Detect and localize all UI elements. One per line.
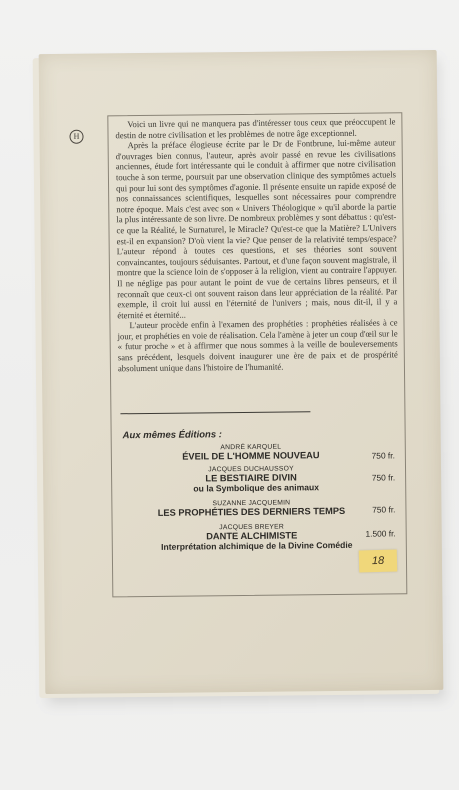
also-published-heading: Aux mêmes Éditions : (122, 429, 222, 442)
book-title: DANTE ALCHIMISTE (206, 530, 298, 542)
blurb-paragraph: Après la préface élogieuse écrite par le Dr de Fontbrune, lui-même auteur d'ouvrages bien connus, l'auteur, après avoir passé en revue les civilisations anciennes, étude fort intéressante qui le conduit à affirmer que notre civilisation touche à son terme, poursuit par une observation clinique des symptômes actuels qui pour lui sont des symptômes d'agonie. Il présente ensuite un rapide exposé de nos connaissances scientifiques, lesquelles sont nécessaires pour comprendre notre époque. Mais c'est avec son « Univers Théologique » qu'il aborde la partie la plus intéressante de son livre. De nombreux problèmes y sont débattus : qu'est-ce que la Réalité, le Surnaturel, le Miracle? Qu'est-ce que la Matière? L'Univers est-il en expansion? D'où vient la vie? Que penser de la relativité temps/espace? L'auteur répond à toutes ces questions, et ses théories sont souvent convaincantes, toujours séduisantes. Partout, et d'une façon souvent magistrale, il montre que la science loin de s'opposer à la religion, vient au contraire l'appuyer. Il ne néglige pas pour autant le point de vue de certains libres penseurs, et il reconnaît que ceux-ci ont souvent raison dans leur appréciation de la réalité. Par exemple, il croit lui aussi en l'éternité de l'univers ; mais, nous dit-il, il y a éternité et éternité... (115, 137, 398, 320)
book-price: 750 fr. (371, 472, 396, 483)
book-back-cover (39, 50, 444, 694)
book-subtitle: Interprétation alchimique de la Divine Comédie (161, 539, 353, 552)
price-sticker (359, 550, 398, 573)
book-price: 1.500 fr. (365, 528, 396, 539)
book-title: LE BESTIAIRE DIVIN (205, 472, 297, 484)
book-author: SUZANNE JACQUEMIN (212, 499, 291, 508)
book-author: JACQUES BREYER (219, 523, 285, 532)
book-author: ANDRÉ KARQUEL (220, 443, 282, 452)
publisher-logo-icon: H (69, 130, 83, 144)
book-subtitle: ou la Symbolique des animaux (193, 482, 320, 494)
book-price: 750 fr. (371, 450, 395, 461)
book-entry (121, 498, 401, 518)
book-entry (122, 522, 402, 552)
blurb-paragraph: L'auteur procède enfin à l'examen des prophéties : prophéties réalisées à ce jour, et prophéties en voie de réalisation. Cela l'amène à jeter un coup d'œil sur le « futur proche » et à affirmer que nous sommes à la veille de bouleversements sans précédent, lesquels doivent inaugurer une ère de paix et de prospérité absolument unique dans l'histoire de l'humanité. (117, 317, 398, 373)
book-title: ÉVEIL DE L'HOMME NOUVEAU (182, 450, 320, 462)
blurb-paragraph: Voici un livre qui ne manquera pas d'intéresser tous ceux que préoccupent le destin de notre civilisation et les problèmes de notre âge exceptionnel. (115, 116, 396, 140)
book-title: LES PROPHÉTIES DES DERNIERS TEMPS (157, 505, 346, 518)
book-entry (121, 442, 401, 462)
book-entry (121, 464, 401, 494)
book-author: JACQUES DUCHAUSSOY (208, 465, 294, 474)
book-price: 750 fr. (372, 504, 396, 515)
sticker-number: 18 (371, 554, 385, 568)
blurb-text (115, 116, 398, 373)
